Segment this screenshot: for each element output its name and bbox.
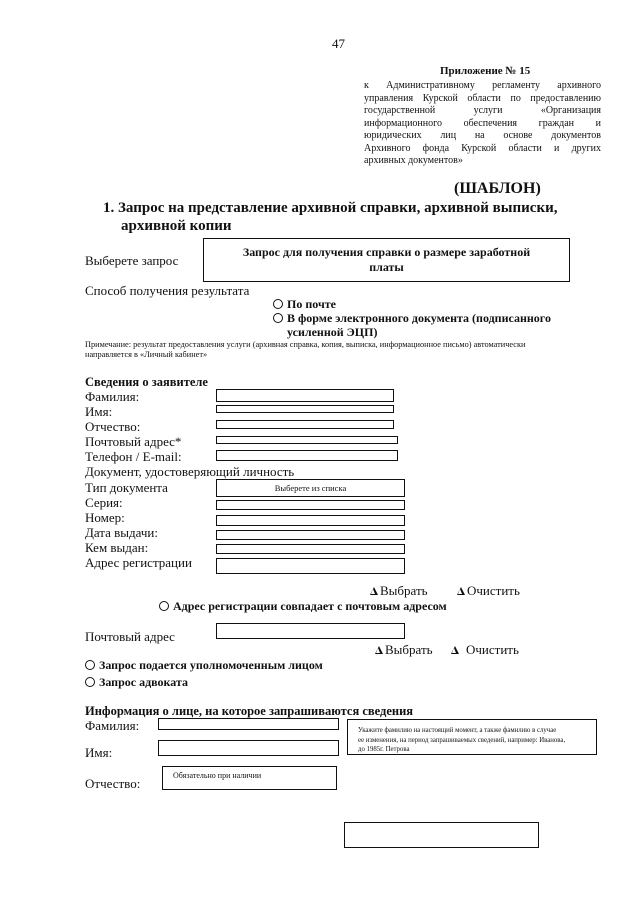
appendix-title: Приложение № 15	[440, 65, 531, 77]
registration-address-label: Адрес регистрации	[85, 555, 192, 570]
section-title-cont: архивной копии	[121, 218, 232, 234]
radio-button-icon[interactable]	[159, 601, 169, 611]
appendix-line: архивных документов»	[364, 155, 463, 166]
radio-button-icon[interactable]	[85, 677, 95, 687]
subject-name-input[interactable]	[158, 740, 339, 756]
postal-address2-input[interactable]	[216, 623, 405, 639]
request-value: Запрос для получения справки о размере заработной	[242, 245, 531, 259]
subject-patronymic-label: Отчество:	[85, 776, 141, 791]
applicant-heading: Сведения о заявителе	[85, 375, 208, 389]
delivery-option-electronic-cont: усиленной ЭЦП)	[287, 325, 378, 339]
delivery-option-post[interactable]	[273, 297, 336, 312]
page-number: 47	[332, 36, 345, 51]
series-label: Серия:	[85, 495, 123, 510]
issue-date-label: Дата выдачи:	[85, 525, 159, 540]
triangle-icon	[451, 646, 459, 654]
surname-label: Фамилия:	[85, 389, 140, 404]
hint-line: ее изменения, на период запрашиваемых сведений, например: Иванова,	[358, 736, 566, 744]
lawyer-label: Запрос адвоката	[99, 675, 189, 689]
representative-label: Запрос подается уполномоченным лицом	[99, 658, 323, 672]
appendix-line: государственной услуги «Организация	[364, 105, 601, 116]
hint-line: Укажите фамилию на настоящий момент, а также фамилию в случае	[358, 727, 557, 734]
triangle-icon	[375, 646, 383, 654]
postal-address-label: Почтовый адрес*	[85, 434, 182, 449]
select-label: Выбрать	[380, 583, 428, 598]
select2-label: Выбрать	[385, 642, 433, 657]
postal-address-input[interactable]	[216, 436, 398, 444]
delivery-label: Способ получения результата	[85, 283, 250, 298]
phone-email-label: Телефон / E-mail:	[85, 449, 182, 464]
delivery-option-electronic[interactable]	[273, 311, 551, 326]
clear-registration-button[interactable]	[457, 583, 520, 599]
postal-address2-label: Почтовый адрес	[85, 629, 175, 644]
patronymic-label: Отчество:	[85, 419, 141, 434]
radio-button-icon[interactable]	[273, 313, 283, 323]
same-address-option[interactable]	[159, 599, 447, 614]
request-select[interactable]	[203, 238, 570, 282]
radio-button-icon[interactable]	[85, 660, 95, 670]
doc-type-select[interactable]	[216, 479, 405, 497]
delivery-note-cont: направляется в «Личный кабинет»	[85, 350, 208, 359]
number-input[interactable]	[216, 515, 405, 526]
appendix-text	[364, 80, 601, 168]
empty-field-box[interactable]	[344, 822, 539, 848]
lawyer-option[interactable]	[85, 675, 188, 690]
template-label: (ШАБЛОН)	[454, 180, 541, 197]
same-address-label: Адрес регистрации совпадает с почтовым адресом	[173, 599, 447, 613]
request-label: Выберете запрос	[85, 253, 179, 268]
appendix-line: Архивного фонда Курской области и других	[364, 142, 601, 154]
appendix-line: управления Курской области по предоставлению	[364, 92, 601, 104]
phone-email-input[interactable]	[216, 450, 398, 461]
series-input[interactable]	[216, 500, 405, 510]
patronymic-input[interactable]	[216, 420, 394, 429]
subject-surname-label: Фамилия:	[85, 718, 140, 733]
subject-patronymic-input[interactable]	[162, 766, 337, 790]
delivery-option-post-label: По почте	[287, 297, 336, 311]
appendix-line: информационного обеспечения граждан и	[364, 117, 601, 129]
surname-input[interactable]	[216, 389, 394, 402]
delivery-note: Примечание: результат предоставления услуги (архивная справка, копия, выписка, информационное письмо) автоматически	[85, 340, 526, 349]
select-postal-button[interactable]	[375, 642, 433, 658]
issue-date-input[interactable]	[216, 530, 405, 540]
id-document-label: Документ, удостоверяющий личность	[85, 464, 295, 479]
doc-type-label: Тип документа	[85, 480, 168, 495]
clear-postal-button[interactable]	[451, 642, 519, 658]
name-label: Имя:	[85, 404, 113, 419]
registration-address-input[interactable]	[216, 558, 405, 574]
representative-option[interactable]	[85, 658, 323, 673]
appendix-line: к Административному регламенту архивного	[364, 80, 601, 91]
radio-button-icon[interactable]	[273, 299, 283, 309]
hint-line: до 1985г. Петрова	[358, 746, 410, 753]
request-value-cont: платы	[369, 260, 404, 274]
triangle-icon	[457, 587, 465, 595]
subject-surname-input[interactable]	[158, 718, 339, 730]
clear-label: Очистить	[467, 583, 520, 598]
subject-surname-hint	[347, 719, 597, 755]
name-input[interactable]	[216, 405, 394, 413]
issued-by-label: Кем выдан:	[85, 540, 149, 555]
subject-heading: Информация о лице, на которое запрашиваются сведения	[85, 704, 414, 718]
section-title: 1. Запрос на представление архивной справки, архивной выписки,	[103, 200, 558, 216]
select-registration-button[interactable]	[370, 583, 428, 599]
number-label: Номер:	[85, 510, 125, 525]
delivery-option-electronic-label: В форме электронного документа (подписанного	[287, 311, 551, 325]
clear2-label: Очистить	[466, 642, 519, 657]
triangle-icon	[370, 587, 378, 595]
doc-type-placeholder: Выберете из списка	[274, 483, 347, 493]
appendix-line: юридических лиц на основе документов	[364, 130, 601, 141]
issued-by-input[interactable]	[216, 544, 405, 554]
subject-name-label: Имя:	[85, 745, 113, 760]
patronymic-hint: Обязательно при наличии	[173, 771, 262, 780]
